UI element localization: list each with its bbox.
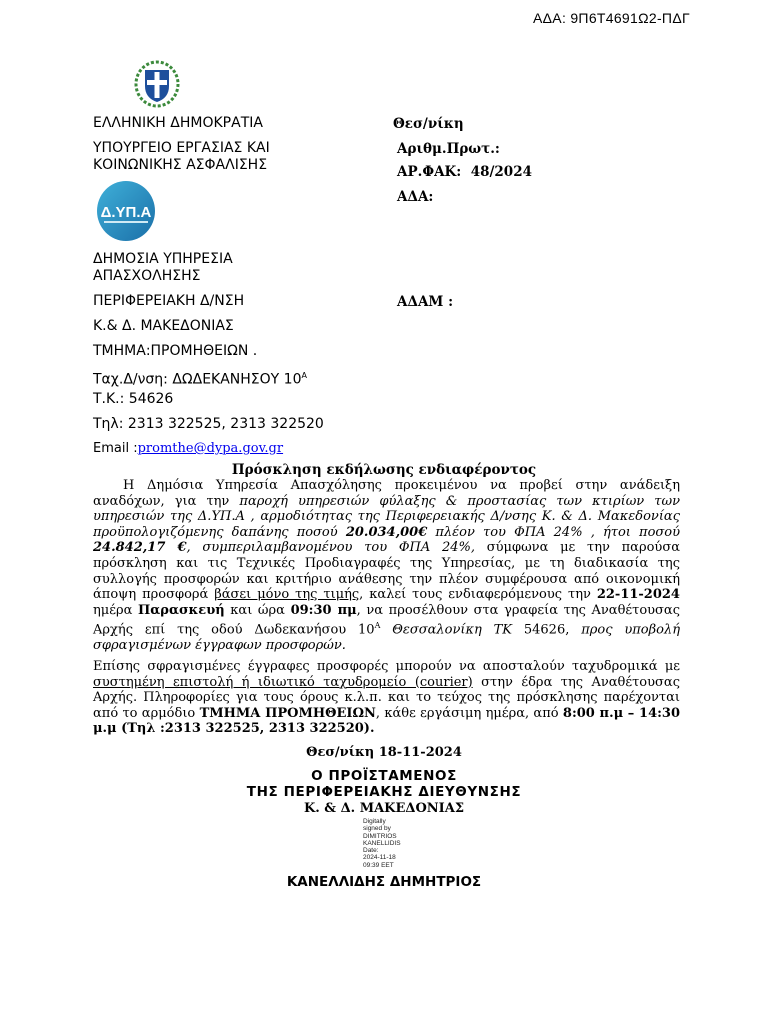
email-link[interactable]: promthe@dypa.gov.gr xyxy=(137,441,284,456)
city-label: Θεσ/νίκη xyxy=(393,116,464,132)
phone-line: Τηλ: 2313 322525, 2313 322520 xyxy=(93,416,324,432)
directorate-label: ΠΕΡΙΦΕΡΕΙΑΚΗ Δ/ΝΣΗ xyxy=(93,293,245,309)
email-line: Email :promthe@dypa.gov.gr xyxy=(93,441,284,456)
ministry-line-2: ΚΟΙΝΩΝΙΚΗΣ ΑΣΦΑΛΙΣΗΣ xyxy=(93,157,268,173)
file-number: ΑΡ.ΦΑΚ: 48/2024 xyxy=(397,164,532,180)
signing-date: Θεσ/νίκη 18-11-2024 xyxy=(306,745,462,760)
head-title-line-2: ΤΗΣ ΠΕΡΙΦΕΡΕΙΑΚΗΣ ΔΙΕΥΘΥΝΣΗΣ xyxy=(246,784,522,800)
head-title-line-3: Κ. & Δ. ΜΑΚΕΔΟΝΙΑΣ xyxy=(303,801,465,816)
ada-identifier: ΑΔΑ: 9Π6Τ4691Ω2-ΠΔΓ xyxy=(533,10,690,26)
ministry-line-1: ΥΠΟΥΡΓΕΙΟ ΕΡΓΑΣΙΑΣ ΚΑΙ xyxy=(93,140,270,156)
address-line: Ταχ.Δ/νση: ΔΩΔΕΚΑΝΗΣΟΥ $10^A$ xyxy=(93,371,307,388)
agency-line-1: ΔΗΜΟΣΙΑ ΥΠΗΡΕΣΙΑ xyxy=(93,251,233,267)
svg-text:Δ.ΥΠ.Α: Δ.ΥΠ.Α xyxy=(100,204,152,221)
digital-signature-stamp: Digitally signed by DIMITRIOS KANELLIDIS Date: 2024-11-18 09:39 EET xyxy=(363,818,401,869)
document-title: Πρόσκληση εκδήλωσης ενδιαφέροντος xyxy=(231,462,537,478)
adam-label: ΑΔΑΜ : xyxy=(397,294,454,310)
head-title-line-1: Ο ΠΡΟΪΣΤΑΜΕΝΟΣ xyxy=(311,768,457,784)
dypa-logo-icon xyxy=(96,180,156,242)
postcode-line: Τ.Κ.: 54626 xyxy=(93,391,174,407)
region-label: Κ.& Δ. ΜΑΚΕΔΟΝΙΑΣ xyxy=(93,318,234,334)
body-paragraph-2: Επίσης σφραγισμένες έγγραφες προσφορές μπορούν να αποσταλούν ταχυδρομικά με συστημένη επιστολή ή ιδιωτικό ταχυδρομείο (courier) στην έδρα της Αναθέτουσας Αρχής. Πληροφορίες για τους όρους κ.λ.π. και το τεύχος της πρόσκλησης παρέχονται από το αρμόδιο ΤΜΗΜΑ ΠΡΟΜΗΘΕΙΩΝ, κάθε εργάσιμη ημέρα, από 8:00 π.μ – 14:30 μ.μ (Τηλ :2313 322525, 2313 322520). xyxy=(93,659,680,737)
ada-label: ΑΔΑ: xyxy=(397,189,434,205)
department-label: ΤΜΗΜΑ:ΠΡΟΜΗΘΕΙΩΝ . xyxy=(93,343,258,359)
agency-line-2: ΑΠΑΣΧΟΛΗΣΗΣ xyxy=(93,268,201,284)
protocol-number-label: Αριθμ.Πρωτ.: xyxy=(397,141,500,157)
signer-name: ΚΑΝΕΛΛΙΔΗΣ ΔΗΜΗΤΡΙΟΣ xyxy=(286,874,482,890)
greek-emblem-icon xyxy=(134,58,180,108)
body-paragraph-1: Η Δημόσια Υπηρεσία Απασχόλησης προκειμένου να προβεί στην ανάδειξη αναδόχων, για την παροχή υπηρεσιών φύλαξης & προστασίας των κτιρίων των υπηρεσιών της Δ.ΥΠ.Α , αρμοδιότητας της Περιφερειακής Δ/νσης Κ. & Δ. Μακεδονίας προϋπολογιζόμενης δαπάνης ποσού 20.034,00€ πλέον του ΦΠΑ 24% , ήτοι ποσού 24.842,17 €, συμπεριλαμβανομένου του ΦΠΑ 24%, σύμφωνα με την παρούσα πρόσκληση και τις Τεχνικές Προδιαγραφές της Υπηρεσίας, με τη διαδικασία της συλλογής προσφορών και κριτήριο ανάθεσης την πλέον συμφέρουσα από οικονομική άποψη προσφορά βάσει μόνο της τιμής, καλεί τους ενδιαφερόμενους την 22-11-2024 ημέρα Παρασκευή και ώρα 09:30 πμ, να προσέλθουν στα γραφεία της Αναθέτουσας Αρχής επί της οδού Δωδεκανήσου $10^A$ Θεσσαλονίκη ΤΚ 54626, προς υποβολή σφραγισμένων έγγραφων προσφορών. xyxy=(93,478,681,654)
republic-label: ΕΛΛΗΝΙΚΗ ΔΗΜΟΚΡΑΤΙΑ xyxy=(93,115,263,131)
